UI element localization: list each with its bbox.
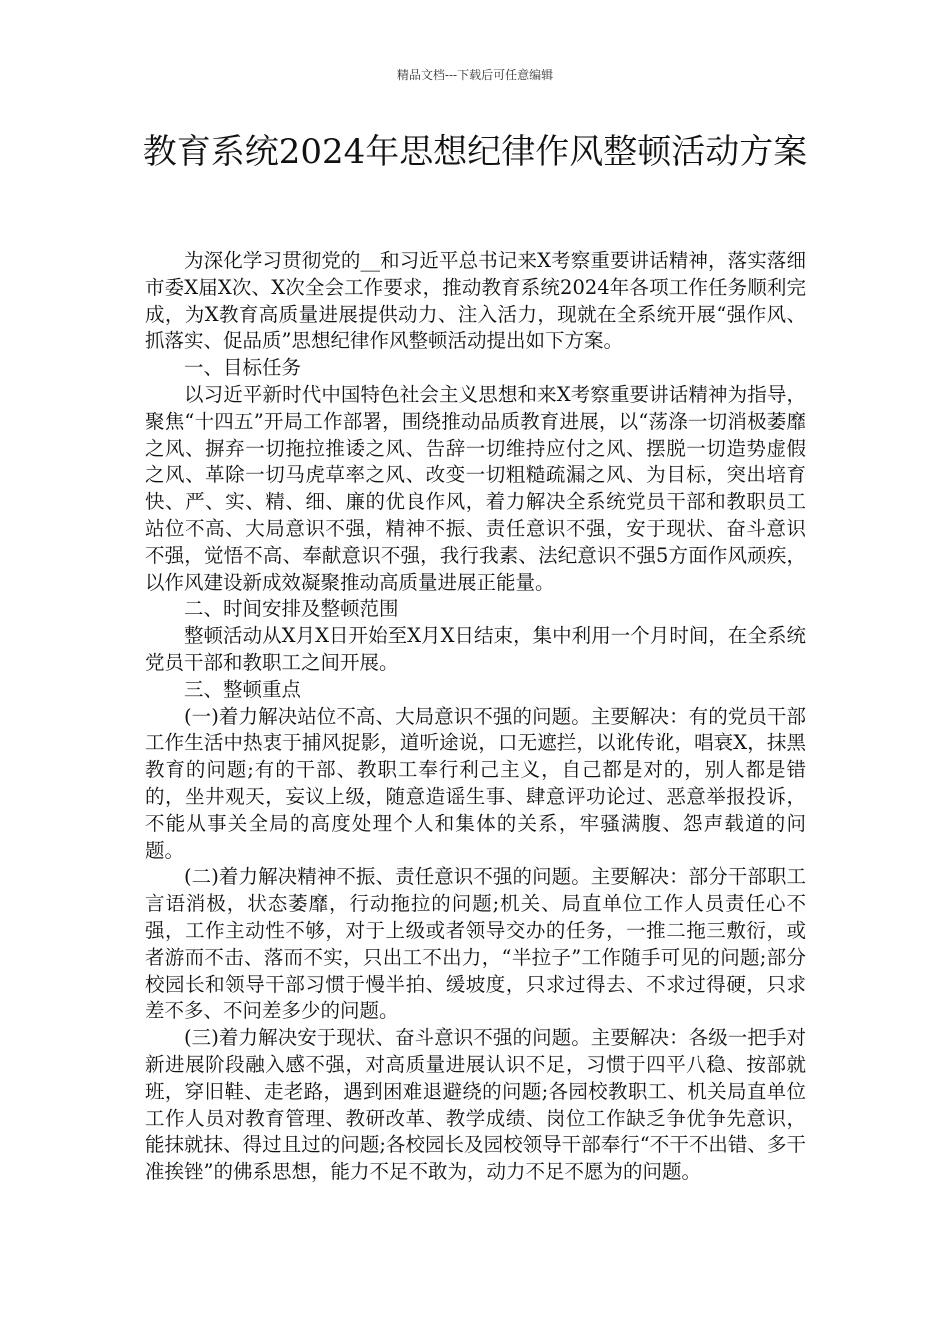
section-heading-focus: 三、整顿重点 bbox=[184, 677, 302, 701]
section-heading-goals: 一、目标任务 bbox=[184, 356, 302, 380]
intro-paragraph: 为深化学习贯彻党的__和习近平总书记来X考察重要讲话精神，落实落细市委X届X次、X次全会工作要求，推动教育系统2024年各项工作任务顺利完成，为X教育高质量进展提供动力、注入活力，现就在全系统开展“强作风、抓落实、促品质”思想纪律作风整顿活动提出如下方案。 bbox=[145, 249, 806, 353]
focus-item-1: (一)着力解决站位不高、大局意识不强的问题。主要解决：有的党员干部工作生活中热衷于捕风捉影，道听途说，口无遮拦，以讹传讹，唱衰X，抹黑教育的问题;有的干部、教职工奉行利己主义，自己都是对的，别人都是错的，坐井观天，妄议上级，随意造谣生事、肆意评功论过、恶意举报投诉，不能从事关全局的高度处理个人和集体的关系，牢骚满腹、怨声载道的问题。 bbox=[145, 704, 806, 862]
focus-item-3: (三)着力解决安于现状、奋斗意识不强的问题。主要解决：各级一把手对新进展阶段融入感不强，对高质量进展认识不足，习惯于四平八稳、按部就班，穿旧鞋、走老路，遇到困难退避绕的问题;各园校教职工、机关局直单位工作人员对教育管理、教研改革、教学成绩、岗位工作缺乏争优争先意识，能抹就抹、得过且过的问题;各校园长及园校领导干部奉行“不干不出错、多干准挨锉”的佛系思想，能力不足不敢为，动力不足不愿为的问题。 bbox=[145, 1026, 806, 1184]
document-body bbox=[145, 248, 806, 1186]
schedule-paragraph: 整顿活动从X月X日开始至X月X日结束，集中利用一个月时间，在全系统党员干部和教职工之间开展。 bbox=[145, 624, 806, 674]
header-note: 精品文档---下载后可任意编辑 bbox=[396, 68, 554, 82]
focus-item-2: (二)着力解决精神不振、责任意识不强的问题。主要解决：部分干部职工言语消极，状态萎靡，行动拖拉的问题;机关、局直单位工作人员责任心不强，工作主动性不够，对于上级或者领导交办的任务，一推二拖三敷衍，或者游而不击、落而不实，只出工不出力，“半拉子”工作随手可见的问题;部分校园长和领导干部习惯于慢半拍、缓坡度，只求过得去、不求过得硬，只求差不多、不问差多少的问题。 bbox=[145, 865, 806, 1023]
section-heading-schedule: 二、时间安排及整顿范围 bbox=[184, 597, 399, 621]
goals-paragraph: 以习近平新时代中国特色社会主义思想和来X考察重要讲话精神为指导，聚焦“十四五”开局工作部署，围绕推动品质教育进展，以“荡涤一切消极萎靡之风、摒弃一切拖拉推诿之风、告辞一切维持应付之风、摆脱一切造势虚假之风、革除一切马虎草率之风、改变一切粗糙疏漏之风、为目标，突出培育快、严、实、精、细、廉的优良作风，着力解决全系统党员干部和教职员工站位不高、大局意识不强，精神不振、责任意识不强，安于现状、奋斗意识不强，觉悟不高、奉献意识不强，我行我素、法纪意识不强5方面作风顽疾，以作风建设新成效凝聚推动高质量进展正能量。 bbox=[145, 382, 806, 594]
document-title: 教育系统2024年思想纪律作风整顿活动方案 bbox=[142, 132, 808, 172]
